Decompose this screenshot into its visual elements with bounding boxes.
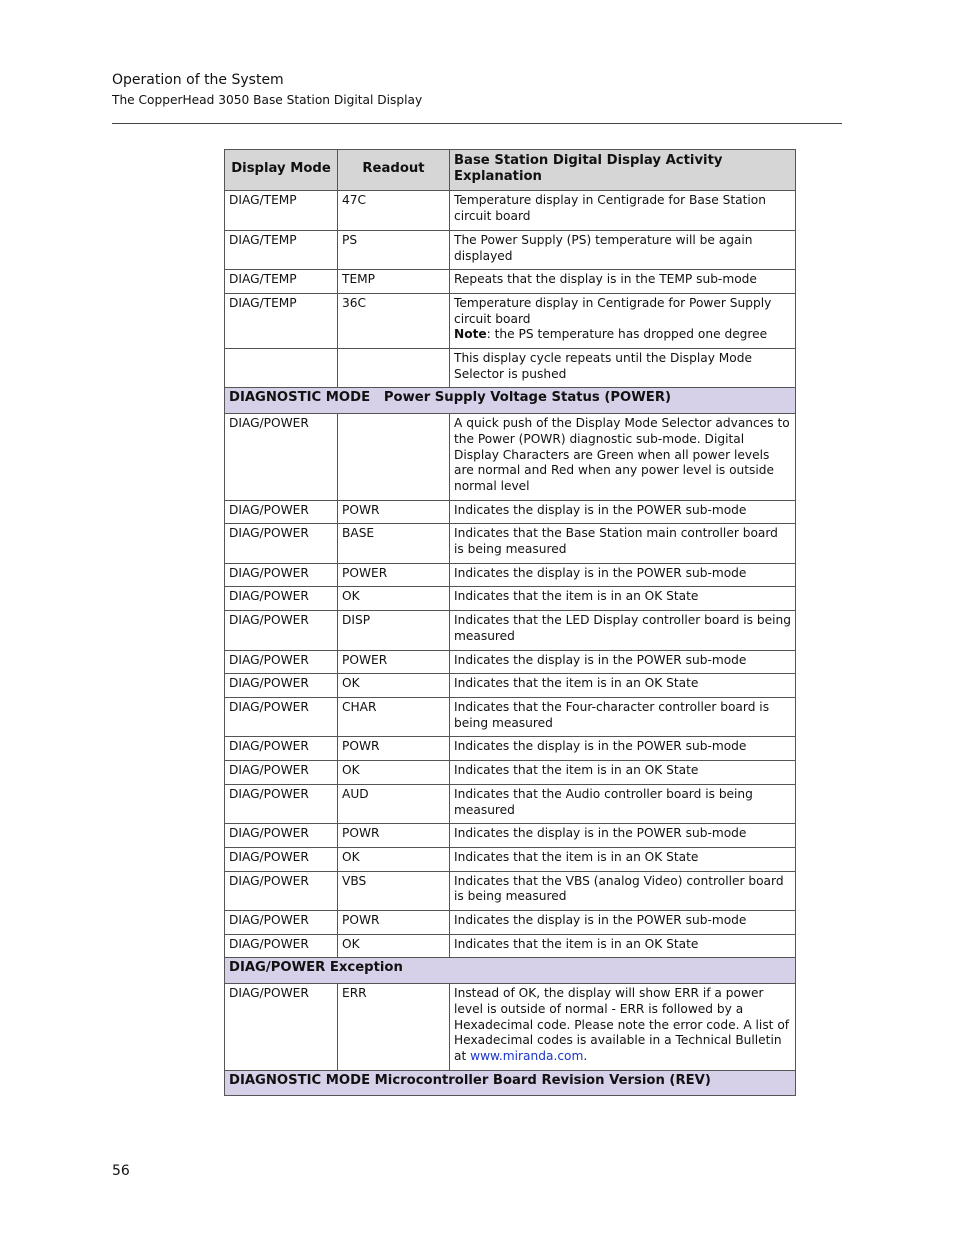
cell-mode: DIAG/POWER [225,847,338,871]
cell-description: Temperature display in Centigrade for Base Station circuit board [450,191,796,230]
section-title: DIAGNOSTIC MODE Microcontroller Board Revision Version (REV) [225,1070,796,1096]
table-row [225,934,796,958]
cell-description: The Power Supply (PS) temperature will be again displayed [450,230,796,269]
cell-description: Indicates that the item is in an OK State [450,761,796,785]
cell-readout: TEMP [338,270,450,294]
column-header-readout: Readout [338,150,450,191]
table-row [225,784,796,823]
cell-mode: DIAG/TEMP [225,270,338,294]
table-row [225,414,796,501]
table-row [225,349,796,388]
cell-mode: DIAG/POWER [225,784,338,823]
page-number: 56 [112,1163,130,1179]
section-row-revision [225,1070,796,1096]
table-row [225,611,796,650]
cell-readout: OK [338,761,450,785]
cell-readout: ERR [338,984,450,1071]
note-text: : the PS temperature has dropped one degree [486,327,768,342]
table-row [225,697,796,736]
cell-description: Indicates the display is in the POWER sub-mode [450,911,796,935]
cell-readout: CHAR [338,697,450,736]
table-row [225,650,796,674]
cell-readout: DISP [338,611,450,650]
cell-mode: DIAG/POWER [225,414,338,501]
cell-readout: 36C [338,293,450,348]
table-row [225,824,796,848]
description-text: Instead of OK, the display will show ERR if a power level is outside of normal - ERR is followed by a Hexadecimal code. Please note the error code. A list of Hexadecimal codes is available in a Technical Bulletin at [454,986,790,1063]
cell-readout [338,349,450,388]
table-row [225,191,796,230]
cell-description: Indicates that the item is in an OK State [450,847,796,871]
cell-description: Indicates the display is in the POWER sub-mode [450,500,796,524]
cell-mode: DIAG/TEMP [225,293,338,348]
cell-mode: DIAG/POWER [225,824,338,848]
cell-description: Indicates that the Base Station main controller board is being measured [450,524,796,563]
cell-mode [225,349,338,388]
cell-description: Repeats that the display is in the TEMP sub-mode [450,270,796,294]
description-tail: . [583,1048,588,1063]
running-header-subtitle: The CopperHead 3050 Base Station Digital Display [112,93,423,107]
table-row [225,524,796,563]
cell-mode: DIAG/POWER [225,934,338,958]
cell-description: Indicates that the item is in an OK State [450,674,796,698]
description-text: Temperature display in Centigrade for Power Supply circuit board [454,295,772,326]
cell-readout: OK [338,934,450,958]
table-row [225,737,796,761]
cell-readout: POWR [338,824,450,848]
diagnostic-modes-table [224,149,796,1096]
section-row-power-exception [225,958,796,984]
cell-description [450,984,796,1071]
cell-description: A quick push of the Display Mode Selector advances to the Power (POWR) diagnostic sub-mode. Digital Display Characters are Green when all power levels are normal and Red when any power level is outside normal level [450,414,796,501]
cell-description: Indicates that the Audio controller board is being measured [450,784,796,823]
column-header-display-mode: Display Mode [225,150,338,191]
section-title: DIAGNOSTIC MODE Power Supply Voltage Status (POWER) [225,388,796,414]
header-rule [112,123,842,124]
cell-readout: OK [338,587,450,611]
table-row [225,674,796,698]
cell-readout: 47C [338,191,450,230]
cell-description: Indicates the display is in the POWER sub-mode [450,737,796,761]
cell-readout: POWER [338,650,450,674]
cell-readout: PS [338,230,450,269]
cell-mode: DIAG/POWER [225,911,338,935]
cell-description: Indicates that the VBS (analog Video) controller board is being measured [450,871,796,910]
cell-mode: DIAG/TEMP [225,230,338,269]
cell-description: Indicates the display is in the POWER sub-mode [450,563,796,587]
cell-readout: OK [338,847,450,871]
note-label: Note [454,327,487,342]
cell-readout: POWR [338,911,450,935]
running-header-title: Operation of the System [112,72,284,88]
cell-mode: DIAG/POWER [225,674,338,698]
table-row [225,871,796,910]
cell-description: Indicates the display is in the POWER sub-mode [450,824,796,848]
cell-mode: DIAG/TEMP [225,191,338,230]
cell-description: Indicates that the Four-character controller board is being measured [450,697,796,736]
cell-mode: DIAG/POWER [225,650,338,674]
cell-description: This display cycle repeats until the Display Mode Selector is pushed [450,349,796,388]
cell-readout: AUD [338,784,450,823]
cell-mode: DIAG/POWER [225,611,338,650]
table-row [225,563,796,587]
section-title: DIAG/POWER Exception [225,958,796,984]
table-row [225,847,796,871]
table-row [225,230,796,269]
table-row [225,293,796,348]
cell-readout: BASE [338,524,450,563]
miranda-link[interactable]: www.miranda.com [470,1048,584,1063]
cell-mode: DIAG/POWER [225,737,338,761]
section-row-power-status [225,388,796,414]
cell-readout [338,414,450,501]
cell-mode: DIAG/POWER [225,524,338,563]
cell-mode: DIAG/POWER [225,984,338,1071]
table-row [225,984,796,1071]
table-header-row [225,150,796,191]
column-header-explanation: Base Station Digital Display Activity Explanation [450,150,796,191]
cell-mode: DIAG/POWER [225,871,338,910]
cell-readout: POWR [338,737,450,761]
cell-mode: DIAG/POWER [225,761,338,785]
cell-readout: VBS [338,871,450,910]
cell-mode: DIAG/POWER [225,563,338,587]
table-row [225,761,796,785]
cell-readout: POWER [338,563,450,587]
table-row [225,911,796,935]
cell-description: Indicates the display is in the POWER sub-mode [450,650,796,674]
cell-description: Indicates that the item is in an OK State [450,587,796,611]
cell-description: Indicates that the item is in an OK State [450,934,796,958]
table-row [225,500,796,524]
table-row [225,270,796,294]
cell-readout: POWR [338,500,450,524]
cell-mode: DIAG/POWER [225,697,338,736]
cell-mode: DIAG/POWER [225,500,338,524]
cell-mode: DIAG/POWER [225,587,338,611]
cell-description [450,293,796,348]
table-row [225,587,796,611]
cell-readout: OK [338,674,450,698]
cell-description: Indicates that the LED Display controller board is being measured [450,611,796,650]
